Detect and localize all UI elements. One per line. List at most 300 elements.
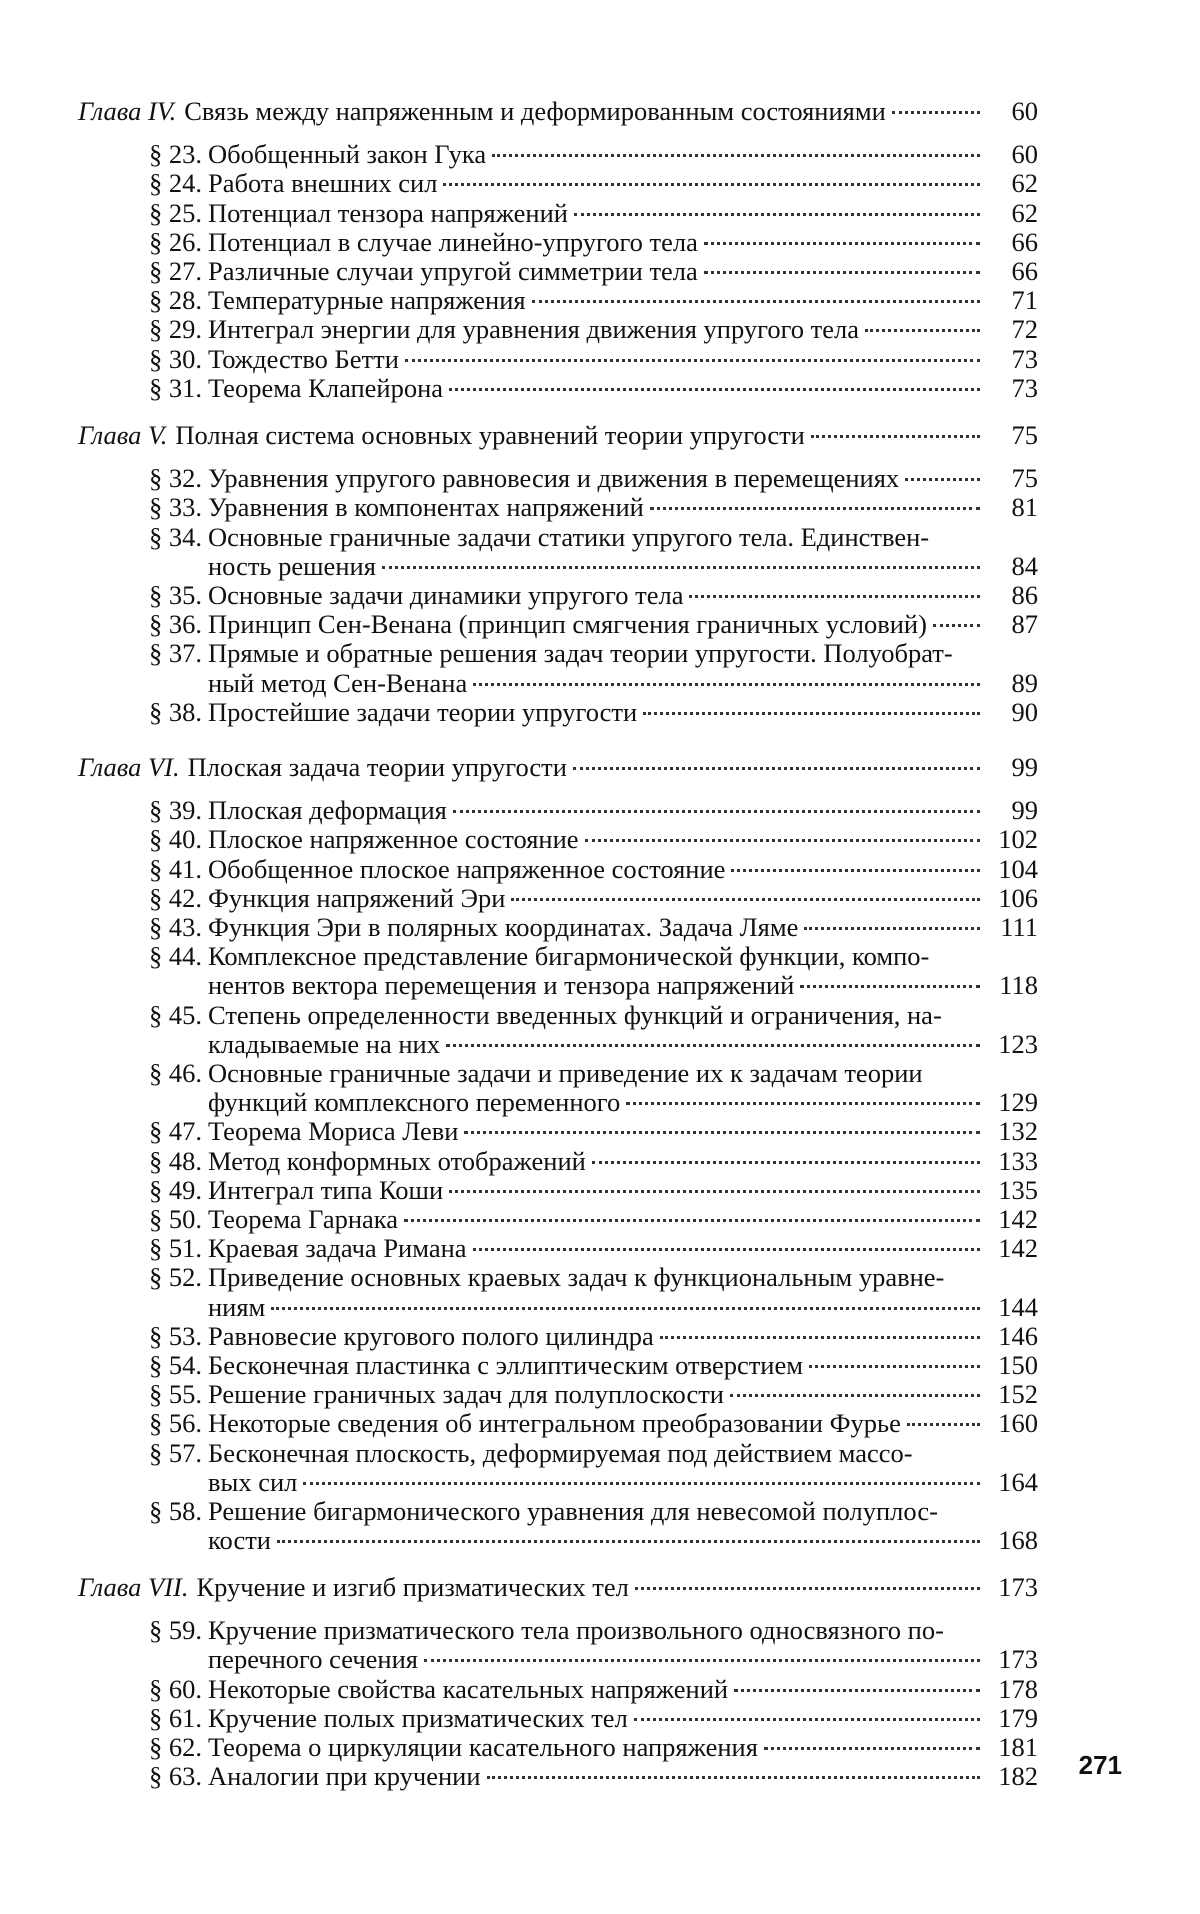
section-number (128, 373, 208, 404)
section-sign: § (149, 638, 163, 669)
section-num: 61. (168, 1702, 202, 1733)
section-num: 35. (168, 580, 202, 610)
entry-title: Бесконечная плоскость, деформируемая под действием массо- (208, 1437, 913, 1468)
leader-dots (511, 898, 980, 901)
toc-entry[interactable] (128, 463, 1038, 494)
page-ref: 86 (1011, 580, 1038, 610)
entry-title: Теорема Мориса Леви (208, 1116, 459, 1147)
page-ref: 81 (1011, 492, 1038, 523)
leader-dots (271, 1307, 980, 1310)
leader-dots (473, 683, 980, 686)
leader-dots (731, 869, 980, 872)
chapter-label: Глава IV. (78, 96, 177, 126)
section-sign: § (149, 824, 163, 855)
page-ref: 66 (1011, 226, 1038, 257)
section-num: 37. (168, 638, 202, 669)
section-sign: § (149, 492, 163, 523)
section-num: 24. (168, 168, 202, 199)
leader-dots (464, 1131, 980, 1134)
toc-entry[interactable] (128, 1703, 1038, 1734)
leader-dots (303, 1482, 980, 1485)
leader-dots (532, 300, 980, 303)
entry-title: Тождество Бетти (208, 343, 399, 374)
toc-entry[interactable] (128, 795, 1038, 826)
chapter-title: Плоская задача теории упругости (187, 752, 567, 782)
entry-title: Равновесие кругового полого цилиндра (208, 1320, 654, 1351)
toc-entry[interactable] (128, 1674, 1038, 1705)
page-ref: 60 (1011, 139, 1038, 170)
section-num: 63. (168, 1761, 202, 1792)
toc-entry-continuation[interactable] (208, 668, 1038, 699)
leader-dots (473, 1248, 980, 1251)
toc-entry[interactable] (128, 1350, 1038, 1381)
chapter-label: Глава VII. (78, 1572, 189, 1602)
toc-entry[interactable] (128, 1408, 1038, 1439)
entry-title: Кручение полых призматических тел (208, 1702, 628, 1733)
toc-entry[interactable] (128, 1116, 1038, 1147)
chapter-title: Полная система основных уравнений теории упругости (175, 420, 805, 450)
section-num: 44. (168, 941, 202, 972)
page-ref: 87 (1011, 609, 1038, 640)
section-num: 52. (168, 1262, 202, 1293)
toc-entry[interactable] (128, 1321, 1038, 1352)
section-sign: § (149, 285, 163, 316)
chapter-heading (78, 752, 1038, 783)
chapter-heading (78, 1572, 1038, 1603)
section-number (128, 697, 208, 728)
leader-dots (764, 1747, 980, 1750)
entry-title: Теорема о циркуляции касательного напряжения (208, 1732, 758, 1762)
leader-dots (892, 111, 980, 114)
entry-title: Функция Эри в полярных координатах. Задача Ляме (208, 912, 799, 942)
toc-entry[interactable] (128, 227, 1038, 258)
leader-dots (704, 271, 980, 274)
entry-title: Уравнения в компонентах напряжений (208, 492, 644, 523)
page-ref: 99 (1011, 795, 1038, 826)
entry-title: Некоторые свойства касательных напряжений (208, 1673, 729, 1704)
section-num: 25. (168, 197, 202, 228)
leader-dots (626, 1102, 980, 1105)
toc-entry[interactable] (128, 1233, 1038, 1264)
section-number (128, 344, 208, 375)
entry-title: перечного сечения (208, 1644, 418, 1675)
leader-dots (660, 1336, 980, 1339)
leader-dots (573, 767, 980, 770)
section-num: 41. (168, 853, 202, 884)
entry-title: Плоское напряженное состояние (208, 824, 579, 855)
entry-title: Степень определенности введенных функций и ограничения, на- (208, 999, 942, 1030)
toc-entry[interactable] (128, 1146, 1038, 1177)
page-ref: 132 (998, 1116, 1038, 1147)
toc-entry[interactable] (128, 285, 1038, 316)
section-sign: § (149, 580, 163, 610)
toc-entry-continuation[interactable] (208, 970, 1038, 1001)
section-sign: § (149, 1379, 163, 1410)
toc-entry[interactable] (128, 344, 1038, 375)
section-sign: § (149, 882, 163, 913)
toc-entry[interactable] (128, 198, 1038, 229)
section-sign: § (149, 1145, 163, 1176)
section-num: 36. (168, 609, 202, 640)
section-num: 33. (168, 492, 202, 523)
section-number (128, 314, 208, 345)
section-sign: § (149, 314, 163, 345)
section-sign: § (149, 1174, 163, 1205)
toc-entry[interactable] (128, 1438, 1038, 1469)
page-number: 271 (1078, 1750, 1122, 1780)
leader-dots (907, 1423, 980, 1426)
section-sign: § (149, 1702, 163, 1733)
section-num: 40. (168, 824, 202, 855)
section-number (128, 912, 208, 943)
entry-title: Приведение основных краевых задач к функциональным уравне- (208, 1262, 945, 1293)
leader-dots (449, 1190, 980, 1193)
section-sign: § (149, 1350, 163, 1380)
page-ref: 104 (998, 853, 1038, 884)
leader-dots (730, 1394, 980, 1397)
section-sign: § (149, 463, 163, 494)
entry-title: Функция напряжений Эри (208, 882, 506, 913)
toc-entry-continuation[interactable] (208, 1292, 1038, 1323)
section-sign: § (149, 521, 163, 552)
toc-entry[interactable] (128, 638, 1038, 669)
section-num: 45. (168, 999, 202, 1030)
section-number (128, 1674, 208, 1705)
chapter-title: Связь между напряженным и деформированным состояниями (184, 96, 886, 126)
entry-title: Простейшие задачи теории упругости (208, 696, 638, 727)
toc-entry[interactable] (128, 1262, 1038, 1293)
toc-entry[interactable] (128, 883, 1038, 914)
page-ref: 102 (998, 824, 1038, 855)
section-sign: § (149, 139, 163, 170)
toc-entry[interactable] (128, 1058, 1038, 1089)
section-num: 62. (168, 1732, 202, 1762)
leader-dots (449, 388, 980, 391)
entry-title: Прямые и обратные решения задач теории упругости. Полуобрат- (208, 638, 953, 669)
page-ref: 133 (998, 1145, 1038, 1176)
page-ref: 75 (1011, 463, 1038, 494)
toc-entry[interactable] (128, 1175, 1038, 1206)
section-num: 26. (168, 226, 202, 257)
section-num: 39. (168, 795, 202, 826)
toc-entry[interactable] (128, 139, 1038, 170)
section-num: 58. (168, 1496, 202, 1526)
toc-entry-continuation[interactable] (208, 551, 1038, 582)
section-num: 38. (168, 696, 202, 727)
section-sign: § (149, 1761, 163, 1792)
toc-entry[interactable] (128, 492, 1038, 523)
section-num: 42. (168, 882, 202, 913)
section-sign: § (149, 1204, 163, 1234)
section-sign: § (149, 1233, 163, 1264)
page-ref: 129 (998, 1087, 1038, 1118)
section-num: 31. (168, 372, 202, 403)
toc-entry[interactable] (128, 824, 1038, 855)
section-sign: § (149, 1262, 163, 1293)
section-num: 59. (168, 1615, 202, 1646)
chapter-heading (78, 96, 1038, 127)
section-num: 48. (168, 1145, 202, 1176)
toc-entry-continuation[interactable] (208, 1525, 1038, 1556)
section-number (128, 883, 208, 914)
page-ref: 179 (998, 1702, 1038, 1733)
entry-title: ность решения (208, 550, 376, 581)
entry-title: Теорема Клапейрона (208, 372, 444, 403)
section-sign: § (149, 1732, 163, 1762)
page-ref: 173 (998, 1644, 1038, 1675)
section-number (128, 580, 208, 611)
toc-entry[interactable] (128, 1761, 1038, 1792)
page-ref: 181 (998, 1732, 1038, 1762)
leader-dots (405, 359, 980, 362)
entry-title: Работа внешних сил (208, 168, 438, 199)
section-number (128, 256, 208, 287)
section-sign: § (149, 168, 163, 199)
page-ref: 73 (1011, 372, 1038, 403)
section-number (128, 1233, 208, 1264)
entry-title: Температурные напряжения (208, 285, 526, 316)
section-num: 28. (168, 285, 202, 316)
section-number (128, 824, 208, 855)
section-num: 49. (168, 1174, 202, 1205)
leader-dots (635, 1587, 980, 1590)
section-number (128, 609, 208, 640)
section-sign: § (149, 226, 163, 257)
page-ref: 142 (998, 1233, 1038, 1264)
entry-title: Некоторые сведения об интегральном преобразовании Фурье (208, 1408, 901, 1439)
entry-title: Интеграл энергии для уравнения движения упругого тела (208, 314, 859, 345)
page-ref: 71 (1011, 285, 1038, 316)
section-number (128, 1262, 208, 1293)
leader-dots (382, 566, 980, 569)
page-ref: 173 (998, 1572, 1038, 1602)
section-num: 23. (168, 139, 202, 170)
toc-entry[interactable] (128, 1204, 1038, 1235)
section-num: 55. (168, 1379, 202, 1410)
entry-title: Бесконечная пластинка с эллиптическим отверстием (208, 1350, 804, 1380)
page-ref: 118 (999, 970, 1038, 1001)
section-sign: § (149, 256, 163, 286)
leader-dots (734, 1689, 980, 1692)
leader-dots (453, 810, 980, 813)
section-sign: § (149, 941, 163, 972)
section-num: 50. (168, 1204, 202, 1234)
entry-title: ный метод Сен-Венана (208, 667, 468, 698)
toc-entry[interactable] (128, 168, 1038, 199)
section-num: 51. (168, 1233, 202, 1264)
section-number (128, 139, 208, 170)
leader-dots (446, 1044, 980, 1047)
page-ref: 135 (998, 1174, 1038, 1205)
section-number (128, 285, 208, 316)
page-ref: 84 (1011, 550, 1038, 581)
page-ref: 182 (998, 1761, 1038, 1792)
leader-dots (634, 1718, 980, 1721)
leader-dots (865, 329, 980, 332)
section-sign: § (149, 343, 163, 374)
leader-dots (585, 839, 980, 842)
section-number (128, 1350, 208, 1381)
toc-entry[interactable] (128, 1732, 1038, 1763)
page-ref: 178 (998, 1673, 1038, 1704)
section-number (128, 1146, 208, 1177)
entry-title: нентов вектора перемещения и тензора напряжений (208, 970, 795, 1001)
page-ref: 160 (998, 1408, 1038, 1439)
section-num: 30. (168, 343, 202, 374)
section-sign: § (149, 1673, 163, 1704)
section-number (128, 854, 208, 885)
toc-entry[interactable] (128, 609, 1038, 640)
entry-title: Уравнения упругого равновесия и движения в перемещениях (208, 463, 900, 494)
entry-title: Интеграл типа Коши (208, 1174, 444, 1205)
leader-dots (704, 242, 980, 245)
toc-entry[interactable] (128, 1496, 1038, 1527)
entry-title: Решение бигармонического уравнения для невесомой полуплос- (208, 1496, 938, 1526)
leader-dots (277, 1540, 980, 1543)
leader-dots (424, 1659, 980, 1662)
leader-dots (933, 624, 980, 627)
section-number (128, 1321, 208, 1352)
section-number (128, 1408, 208, 1439)
page-ref: 75 (1011, 420, 1038, 450)
section-num: 43. (168, 912, 202, 942)
section-sign: § (149, 609, 163, 640)
section-number (128, 1761, 208, 1792)
page-ref: 60 (1011, 96, 1038, 126)
toc-entry[interactable] (128, 314, 1038, 345)
leader-dots (689, 595, 980, 598)
page-ref: 144 (998, 1291, 1038, 1322)
entry-title: Обобщенное плоское напряженное состояние (208, 853, 726, 884)
section-number (128, 1732, 208, 1763)
section-number (128, 1496, 208, 1527)
page-ref: 72 (1011, 314, 1038, 345)
toc-entry[interactable] (128, 522, 1038, 553)
entry-title: Комплексное представление бигармонической функции, компо- (208, 941, 930, 972)
entry-title: Основные граничные задачи и приведение их к задачам теории (208, 1058, 923, 1088)
section-number (128, 1615, 208, 1646)
section-num: 46. (168, 1058, 202, 1088)
section-number (128, 1438, 208, 1469)
page-ref: 106 (998, 882, 1038, 913)
toc-entry[interactable] (128, 1379, 1038, 1410)
page-ref: 152 (998, 1379, 1038, 1410)
section-number (128, 198, 208, 229)
section-number (128, 522, 208, 553)
page-ref: 123 (998, 1028, 1038, 1059)
section-number (128, 638, 208, 669)
leader-dots (804, 927, 980, 930)
toc-entry[interactable] (128, 941, 1038, 972)
chapter-label: Глава V. (78, 420, 168, 450)
section-sign: § (149, 853, 163, 884)
page-ref: 73 (1011, 343, 1038, 374)
leader-dots (592, 1161, 980, 1164)
section-number (128, 1116, 208, 1147)
section-num: 56. (168, 1408, 202, 1439)
toc-entry-continuation[interactable] (208, 1467, 1038, 1498)
page-ref: 150 (998, 1350, 1038, 1380)
leader-dots (487, 1776, 980, 1779)
section-sign: § (149, 999, 163, 1030)
section-num: 29. (168, 314, 202, 345)
page-ref: 142 (998, 1204, 1038, 1234)
entry-title: Принцип Сен-Венана (принцип смягчения граничных условий) (208, 609, 927, 640)
section-sign: § (149, 1437, 163, 1468)
entry-title: Различные случаи упругой симметрии тела (208, 256, 698, 286)
toc-entry[interactable] (128, 912, 1038, 943)
entry-title: Обобщенный закон Гука (208, 139, 487, 170)
section-num: 32. (168, 463, 202, 494)
leader-dots (811, 435, 980, 438)
page-ref: 146 (998, 1320, 1038, 1351)
section-number (128, 795, 208, 826)
leader-dots (905, 478, 980, 481)
section-sign: § (149, 1320, 163, 1351)
section-number (128, 941, 208, 972)
section-number (128, 168, 208, 199)
toc-entry[interactable] (128, 697, 1038, 728)
chapter-heading (78, 420, 1038, 451)
page-ref: 62 (1011, 168, 1038, 199)
entry-title: Решение граничных задач для полуплоскости (208, 1379, 724, 1410)
entry-title: функций комплексного переменного (208, 1087, 621, 1118)
section-num: 60. (168, 1673, 202, 1704)
section-sign: § (149, 1116, 163, 1147)
section-sign: § (149, 197, 163, 228)
leader-dots (800, 985, 980, 988)
entry-title: кости (208, 1525, 271, 1556)
toc-entry[interactable] (128, 1615, 1038, 1646)
section-number (128, 1000, 208, 1031)
section-num: 57. (168, 1437, 202, 1468)
page-ref: 90 (1011, 696, 1038, 727)
section-sign: § (149, 795, 163, 826)
toc-entry[interactable] (128, 373, 1038, 404)
entry-title: Основные задачи динамики упругого тела (208, 580, 684, 610)
section-sign: § (149, 912, 163, 942)
section-number (128, 1703, 208, 1734)
section-sign: § (149, 1496, 163, 1526)
leader-dots (443, 183, 980, 186)
toc-entry-continuation[interactable] (208, 1087, 1038, 1118)
toc-entry[interactable] (128, 580, 1038, 611)
toc-entry[interactable] (128, 854, 1038, 885)
toc-entry-continuation[interactable] (208, 1029, 1038, 1060)
entry-title: Теорема Гарнака (208, 1204, 399, 1234)
chapter-label: Глава VI. (78, 752, 180, 782)
toc-entry[interactable] (128, 1000, 1038, 1031)
section-sign: § (149, 1058, 163, 1088)
section-sign: § (149, 696, 163, 727)
entry-title: Потенциал в случае линейно-упругого тела (208, 226, 698, 257)
page-ref: 62 (1011, 197, 1038, 228)
leader-dots (574, 213, 980, 216)
chapter-title: Кручение и изгиб призматических тел (196, 1572, 629, 1602)
entry-title: Основные граничные задачи статики упругого тела. Единствен- (208, 521, 930, 552)
section-sign: § (149, 372, 163, 403)
entry-title: вых сил (208, 1466, 298, 1497)
section-num: 27. (168, 256, 202, 286)
leader-dots (650, 507, 980, 510)
page-ref: 89 (1011, 667, 1038, 698)
entry-title: ниям (208, 1291, 266, 1322)
entry-title: Потенциал тензора напряжений (208, 197, 568, 228)
toc-entry[interactable] (128, 256, 1038, 287)
page-ref: 66 (1011, 256, 1038, 286)
leader-dots (492, 154, 980, 157)
toc-entry-continuation[interactable] (208, 1644, 1038, 1675)
